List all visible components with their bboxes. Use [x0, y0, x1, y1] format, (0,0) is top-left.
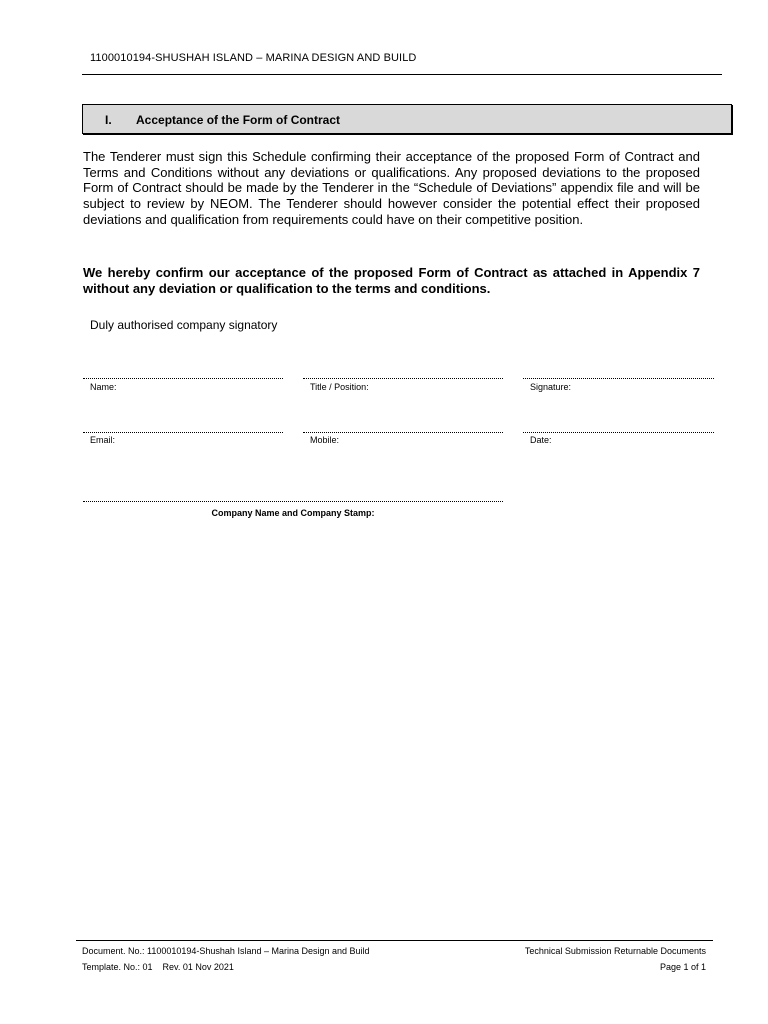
confirmation-statement: We hereby confirm our acceptance of the proposed Form of Contract as attached in Appendix 7 without any deviation or qualification to the terms and conditions.: [83, 265, 700, 296]
signature-line[interactable]: [523, 378, 714, 379]
header-divider: [82, 74, 722, 75]
email-label: Email:: [90, 435, 116, 445]
document-header-title: 1100010194-SHUSHAH ISLAND – MARINA DESIGN AND BUILD: [90, 52, 417, 64]
email-line[interactable]: [83, 432, 283, 433]
footer-divider: [76, 940, 713, 941]
name-line[interactable]: [83, 378, 283, 379]
mobile-label: Mobile:: [310, 435, 340, 445]
title-position-line[interactable]: [303, 378, 503, 379]
section-number: I.: [105, 113, 112, 127]
name-label: Name:: [90, 382, 117, 392]
date-line[interactable]: [523, 432, 714, 433]
date-label: Date:: [530, 435, 552, 445]
section-heading: [82, 104, 732, 134]
signatory-caption: Duly authorised company signatory: [90, 318, 278, 332]
footer-template-number: Template. No.: 01 Rev. 01 Nov 2021: [82, 962, 234, 972]
footer-document-number: Document. No.: 1100010194-Shushah Island – Marina Design and Build: [82, 946, 370, 956]
company-stamp-line[interactable]: [83, 501, 503, 502]
title-position-label: Title / Position:: [310, 382, 369, 392]
footer-page-number: Page 1 of 1: [659, 962, 706, 972]
signature-label: Signature:: [530, 382, 572, 392]
intro-paragraph: The Tenderer must sign this Schedule confirming their acceptance of the proposed Form of Contract and Terms and Conditions without any deviations or qualifications. Any proposed deviations to the proposed Form of Contract should be made by the Tenderer in the “Schedule of Deviations” appendix file and will be subject to review by NEOM. The Tenderer should however consider the potential effect their proposed deviations and qualification from requirements could have on their competitive position.: [83, 149, 700, 227]
section-title: Acceptance of the Form of Contract: [136, 113, 341, 127]
footer-document-type: Technical Submission Returnable Documents: [524, 946, 706, 956]
company-stamp-label: Company Name and Company Stamp:: [211, 508, 375, 518]
mobile-line[interactable]: [303, 432, 503, 433]
